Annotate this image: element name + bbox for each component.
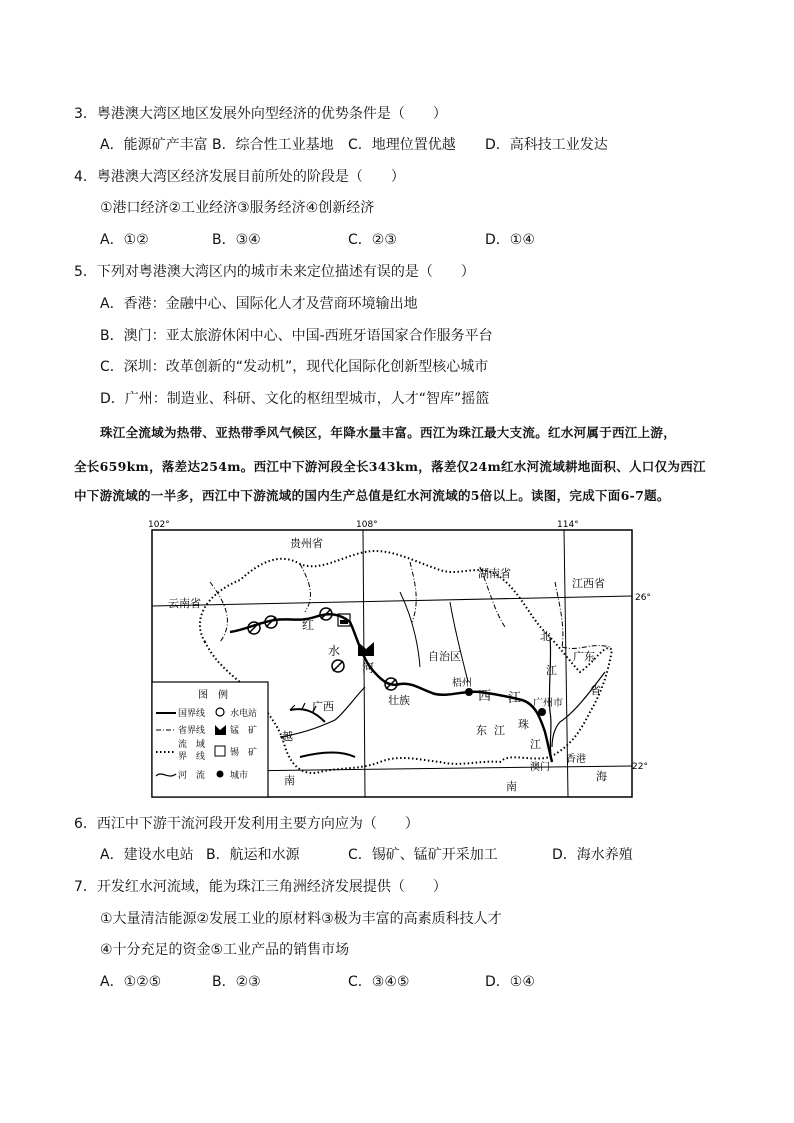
legend-tin: 锡 矿 bbox=[230, 748, 258, 758]
map-legend bbox=[152, 682, 268, 797]
legend-basin-2: 界 线 bbox=[178, 752, 206, 762]
label-guangzhou: 广州市 bbox=[533, 698, 563, 709]
label-jiang: 江 bbox=[508, 691, 522, 706]
q5-option-b: B．澳门：亚太旅游休闲中心、中国-西班牙语国家合作服务平台 bbox=[100, 328, 493, 344]
q7-sub1: ①大量清洁能源②发展工业的原材料③极为丰富的高素质科技人才 bbox=[100, 911, 502, 927]
label-hong: 红 bbox=[302, 618, 315, 632]
q3-option-a: A．能源矿产丰富 bbox=[100, 137, 208, 153]
q4-stem: 4．粤港澳大湾区经济发展目前所处的阶段是（ ） bbox=[74, 169, 405, 185]
legend-basin-1: 流 域 bbox=[178, 740, 206, 750]
label-hunan: 湖南省 bbox=[478, 567, 511, 580]
label-hai: 海 bbox=[596, 770, 607, 783]
legend-province: 省界线 bbox=[178, 726, 206, 736]
q7-option-d: D．①④ bbox=[485, 974, 535, 990]
label-dongjiang-jiang: 江 bbox=[494, 724, 505, 737]
label-wuzhou: 梧州 bbox=[452, 678, 472, 689]
passage-line-2: 全长659km，落差达254m。西江中下游河段全长343km，落差仅24m红水河流域耕地面积、人口仅为西江 bbox=[74, 459, 706, 474]
legend-river: 河 流 bbox=[178, 771, 206, 781]
label-hongkong: 香港 bbox=[566, 754, 586, 765]
q7-stem: 7．开发红水河流域，能为珠江三角洲经济发展提供（ ） bbox=[74, 879, 447, 895]
label-guangdong: 广东 bbox=[573, 650, 595, 663]
label-he: 河 bbox=[362, 661, 375, 675]
label-zhu: 珠 bbox=[518, 718, 529, 731]
tin-mine-icon-fill bbox=[340, 620, 348, 624]
q5-option-d: D．广州：制造业、科研、文化的枢纽型城市，人才“智库”摇篮 bbox=[100, 391, 490, 407]
q7-option-a: A．①②⑤ bbox=[100, 974, 162, 990]
q6-option-d: D．海水养殖 bbox=[552, 847, 633, 863]
q3-option-b: B．综合性工业基地 bbox=[212, 137, 334, 153]
label-shui: 水 bbox=[328, 644, 341, 658]
label-nan-sea: 南 bbox=[506, 780, 517, 793]
label-sheng: 省 bbox=[590, 684, 601, 697]
q5-option-a: A．香港：金融中心、国际化人才及营商环境输出地 bbox=[100, 296, 418, 312]
passage-line-3: 中下游流域的一半多，西江中下游流域的国内生产总值是红水河流域的5倍以上。读图，完成下面6-7题。 bbox=[74, 488, 670, 503]
legend-national: 国界线 bbox=[178, 709, 206, 719]
label-guangxi: 广西 bbox=[312, 700, 334, 713]
q3-option-d: D．高科技工业发达 bbox=[485, 137, 608, 153]
legend-city: 城市 bbox=[230, 771, 249, 781]
label-bei: 北 bbox=[540, 630, 551, 643]
lon-label-102: 102° bbox=[148, 520, 170, 530]
label-nan-country: 南 bbox=[284, 774, 295, 787]
q5-option-c: C．深圳：改革创新的“发动机”，现代化国际化创新型核心城市 bbox=[100, 359, 489, 375]
manganese-mine-icon bbox=[358, 642, 374, 656]
q6-option-c: C．锡矿、锰矿开采加工 bbox=[348, 847, 498, 863]
q6-stem: 6．西江中下游干流河段开发利用主要方向应为（ ） bbox=[74, 816, 419, 832]
q4-option-c: C．②③ bbox=[348, 232, 397, 248]
label-jiangxi: 江西省 bbox=[572, 577, 605, 590]
label-zhujiang-jiang: 江 bbox=[530, 738, 541, 751]
label-zhuangzu: 壮族 bbox=[388, 694, 410, 707]
lon-label-114: 114° bbox=[557, 520, 579, 530]
tributary-rivers bbox=[400, 592, 468, 682]
legend-manganese: 锰 矿 bbox=[230, 726, 258, 736]
q4-option-b: B．③④ bbox=[212, 232, 261, 248]
label-zizhiqu: 自治区 bbox=[428, 650, 461, 663]
pearl-river-basin-map bbox=[148, 520, 651, 802]
legend-title: 图 例 bbox=[198, 690, 228, 701]
label-xi: 西 bbox=[478, 689, 492, 704]
city-wuzhou-dot bbox=[465, 688, 473, 696]
label-yunnan: 云南省 bbox=[168, 597, 201, 610]
legend-city-dot bbox=[217, 771, 224, 778]
q6-option-a: A．建设水电站 bbox=[100, 847, 194, 863]
city-guangzhou-dot bbox=[538, 708, 546, 716]
passage-line-1: 珠江全流域为热带、亚热带季风气候区，年降水量丰富。西江为珠江最大支流。红水河属于西江上游， bbox=[100, 425, 677, 440]
q4-sub: ①港口经济②工业经济③服务经济④创新经济 bbox=[100, 200, 375, 216]
q6-option-b: B．航运和水源 bbox=[206, 847, 300, 863]
lat-label-26: 26° bbox=[635, 593, 651, 603]
legend-hydro: 水电站 bbox=[230, 709, 258, 719]
label-yue: 越 bbox=[282, 730, 293, 743]
q7-sub2: ④十分充足的资金⑤工业产品的销售市场 bbox=[100, 942, 350, 958]
q7-option-b: B．②③ bbox=[212, 974, 261, 990]
q4-option-a: A．①② bbox=[100, 232, 149, 248]
q5-stem: 5．下列对粤港澳大湾区内的城市未来定位描述有误的是（ ） bbox=[74, 264, 475, 280]
label-guizhou: 贵州省 bbox=[290, 537, 323, 550]
label-macau: 澳门 bbox=[530, 762, 550, 773]
lat-label-22: 22° bbox=[632, 762, 648, 772]
q7-option-c: C．③④⑤ bbox=[348, 974, 410, 990]
q3-stem: 3．粤港澳大湾区地区发展外向型经济的优势条件是（ ） bbox=[74, 106, 447, 122]
lon-label-108: 108° bbox=[356, 520, 378, 530]
q3-option-c: C．地理位置优越 bbox=[348, 137, 456, 153]
label-beijiang-jiang: 江 bbox=[546, 664, 557, 677]
hongshui-xijiang-river bbox=[230, 614, 552, 762]
q4-option-d: D．①④ bbox=[485, 232, 535, 248]
label-dong: 东 bbox=[476, 724, 487, 737]
